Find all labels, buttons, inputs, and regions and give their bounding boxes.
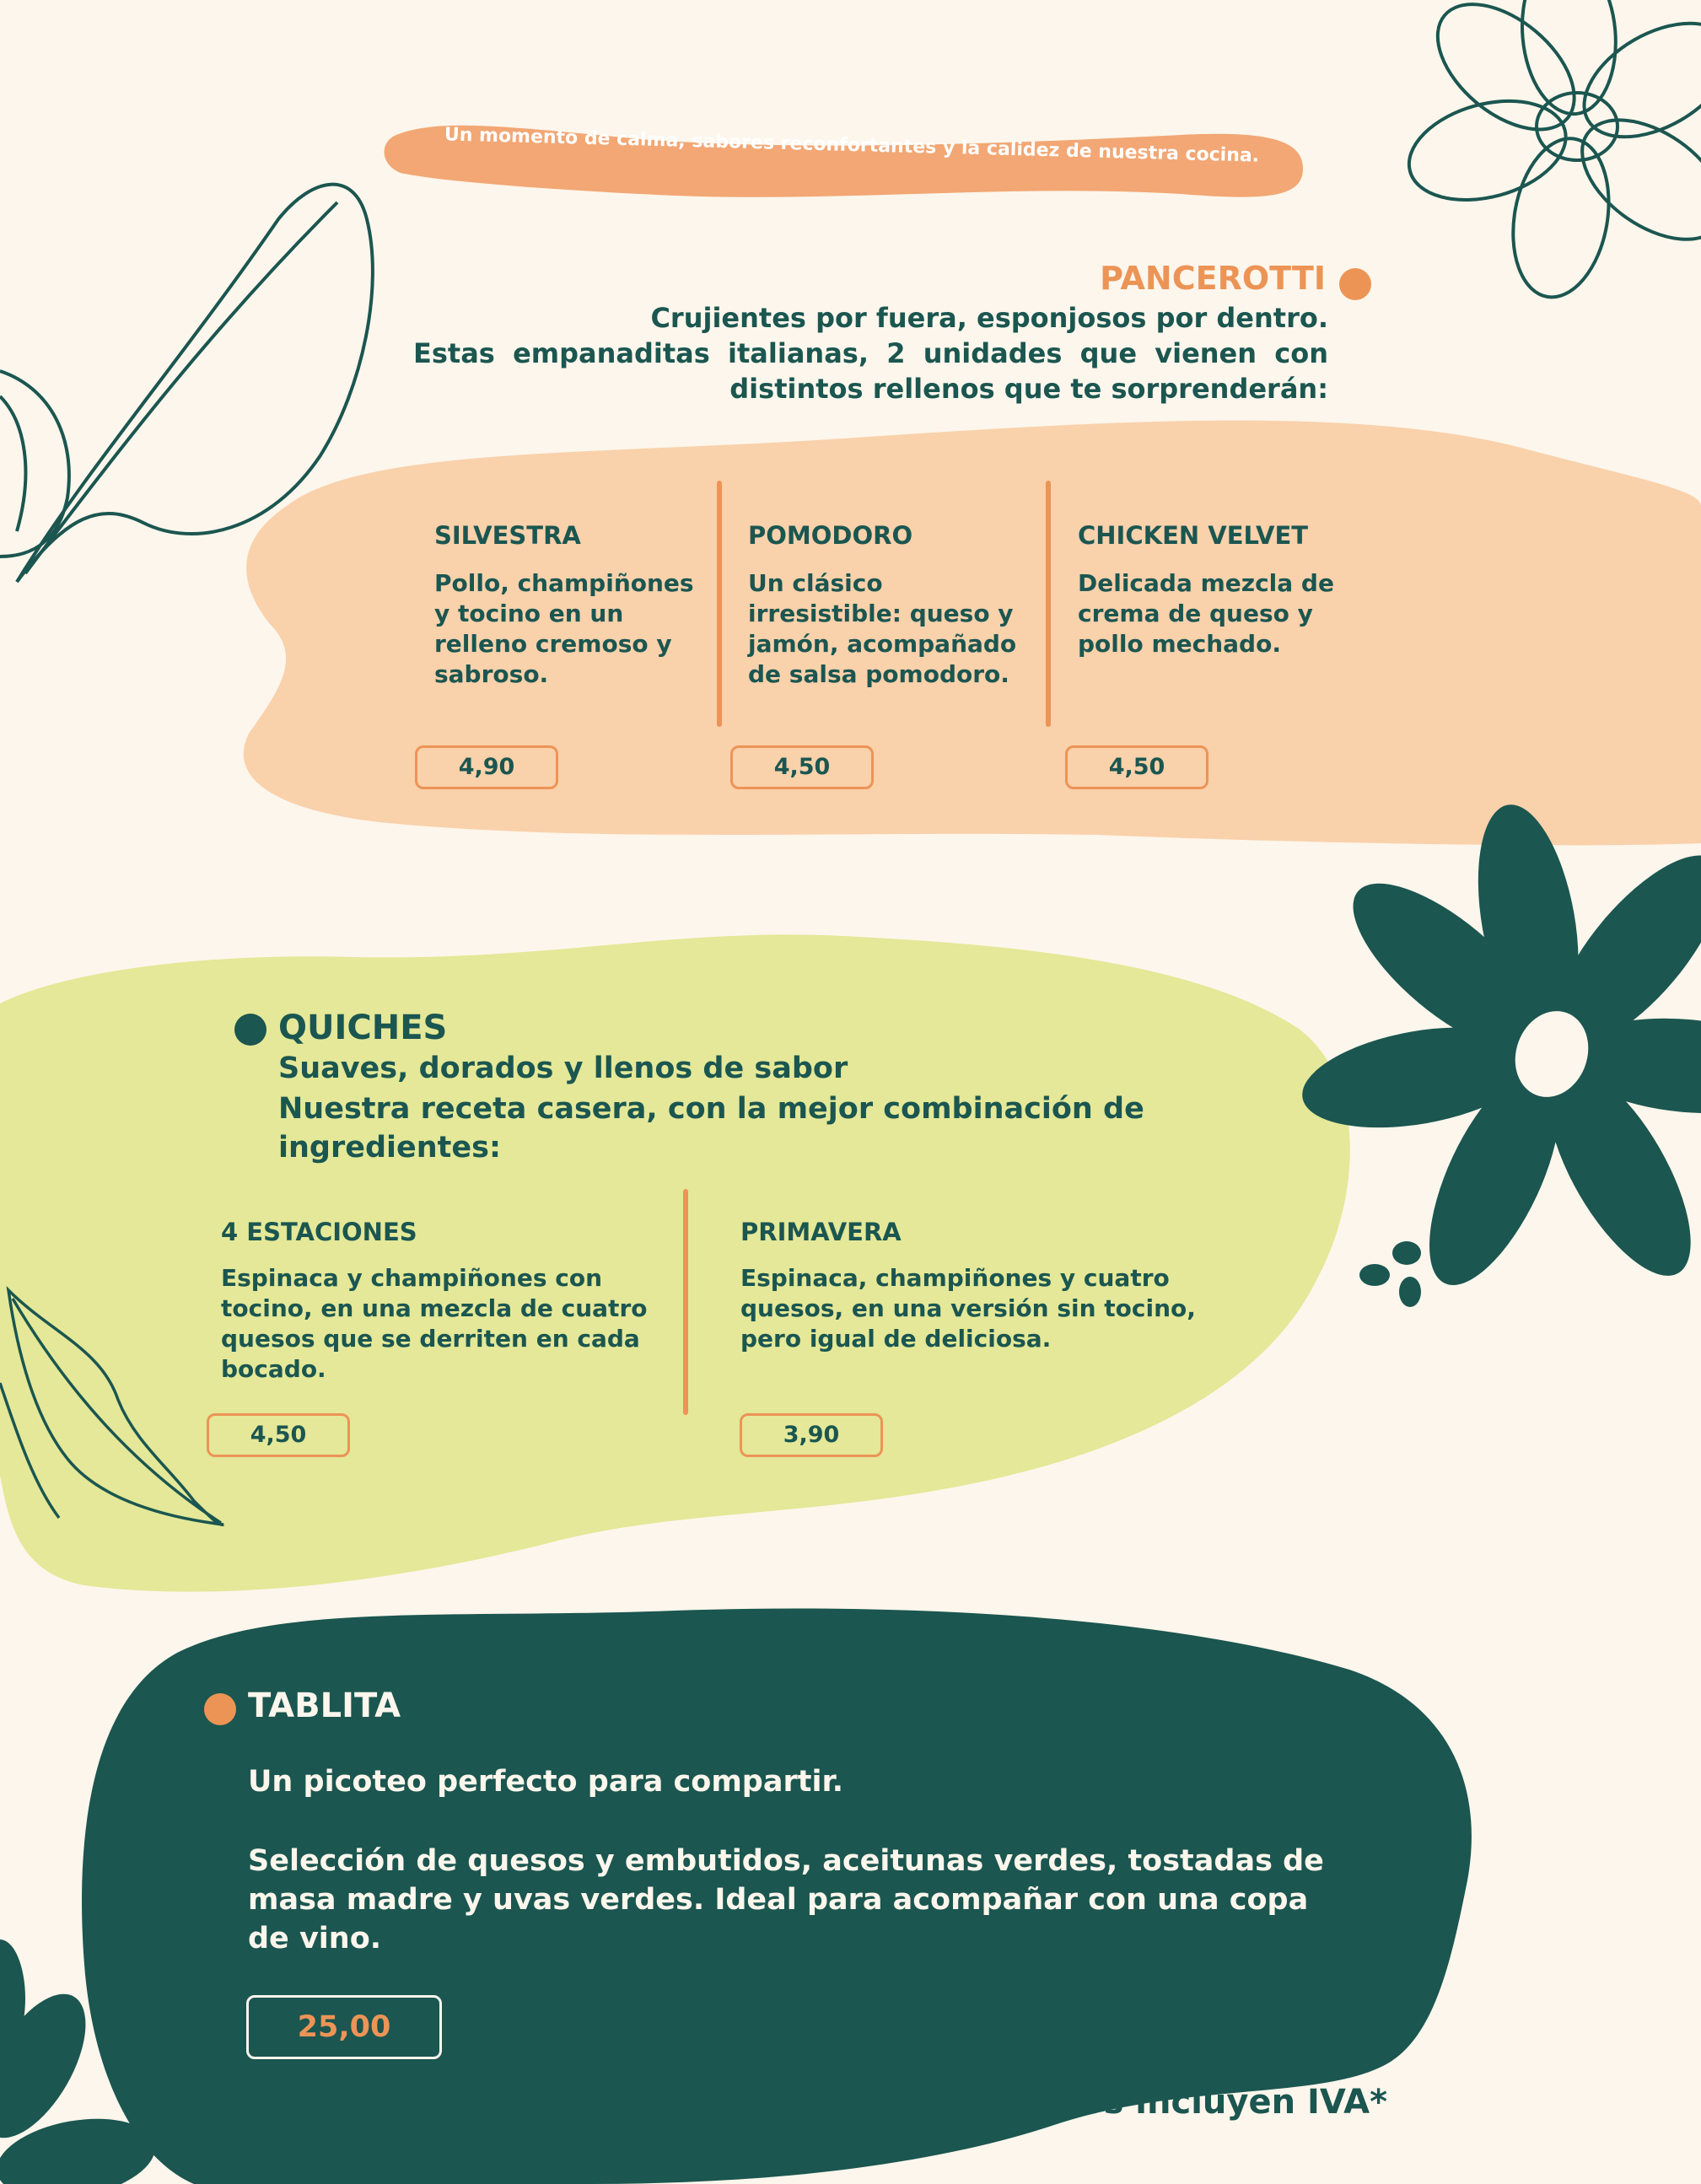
quiches-description: Nuestra receta casera, con la mejor combinación de ingredientes: — [278, 1092, 1144, 1165]
tablita-price: 25,00 — [246, 1995, 442, 2059]
chicken-velvet-description: Delicada mezcla de crema de queso y pollo mechado. — [1078, 569, 1334, 658]
pancerotti-bullet-dot — [1339, 268, 1371, 300]
chicken-velvet-title: CHICKEN VELVET — [1078, 521, 1309, 550]
pancerotti-title: PANCEROTTI — [1100, 260, 1326, 297]
tablita-description: Selección de quesos y embutidos, aceitunas verdes, tostadas de masa madre y uvas verdes. Ideal para acompañar con una copa de vino. — [248, 1844, 1324, 1955]
pomodoro-price: 4,50 — [730, 745, 874, 789]
primavera-title: PRIMAVERA — [740, 1218, 902, 1246]
pomodoro-description: Un clásico irresistible: queso y jamón, acompañado de salsa pomodoro. — [748, 569, 1017, 688]
quiches-title: QUICHES — [278, 1009, 448, 1047]
flower-outline-decoration — [1398, 0, 1701, 304]
tablita-bullet-dot — [204, 1693, 236, 1725]
chicken-velvet-price: 4,50 — [1065, 745, 1208, 789]
quiches-divider — [683, 1189, 688, 1415]
seed-dots-decoration — [1359, 1241, 1421, 1307]
pancerotti-description: Estas empanaditas italianas, 2 unidades que vienen con distintos rellenos que te sorprenderán: — [413, 337, 1328, 405]
pancerotti-divider-2 — [1046, 481, 1051, 727]
primavera-description: Espinaca, champiñones y cuatro quesos, en una versión sin tocino, pero igual de deliciosa. — [740, 1264, 1196, 1353]
tablita-title: TABLITA — [248, 1686, 401, 1725]
flower-dark-decoration — [1295, 797, 1701, 1303]
silvestra-price: 4,90 — [415, 745, 558, 789]
primavera-price: 3,90 — [740, 1413, 883, 1457]
silvestra-description: Pollo, champiñones y tocino en un relleno cremoso y sabroso. — [434, 569, 694, 688]
quiches-bullet-dot — [234, 1014, 266, 1046]
cuatro-estaciones-title: 4 ESTACIONES — [221, 1218, 417, 1246]
cuatro-estaciones-description: Espinaca y champiñones con tocino, en una mezcla de cuatro quesos que se derriten en cada bocado. — [221, 1264, 648, 1383]
silvestra-title: SILVESTRA — [434, 521, 581, 550]
cuatro-estaciones-price: 4,50 — [207, 1413, 350, 1457]
pancerotti-divider-1 — [717, 481, 722, 727]
footer-note: Precios incluyen IVA* — [984, 2083, 1387, 2122]
pancerotti-subtitle: Crujientes por fuera, esponjosos por dentro. — [650, 302, 1328, 334]
tagline: Un momento de calma, sabores reconfortantes y la calidez de nuestra cocina. — [444, 124, 1260, 167]
pomodoro-title: POMODORO — [748, 521, 913, 550]
tablita-subtitle: Un picoteo perfecto para compartir. — [248, 1765, 844, 1799]
quiches-subtitle: Suaves, dorados y llenos de sabor — [278, 1052, 848, 1085]
